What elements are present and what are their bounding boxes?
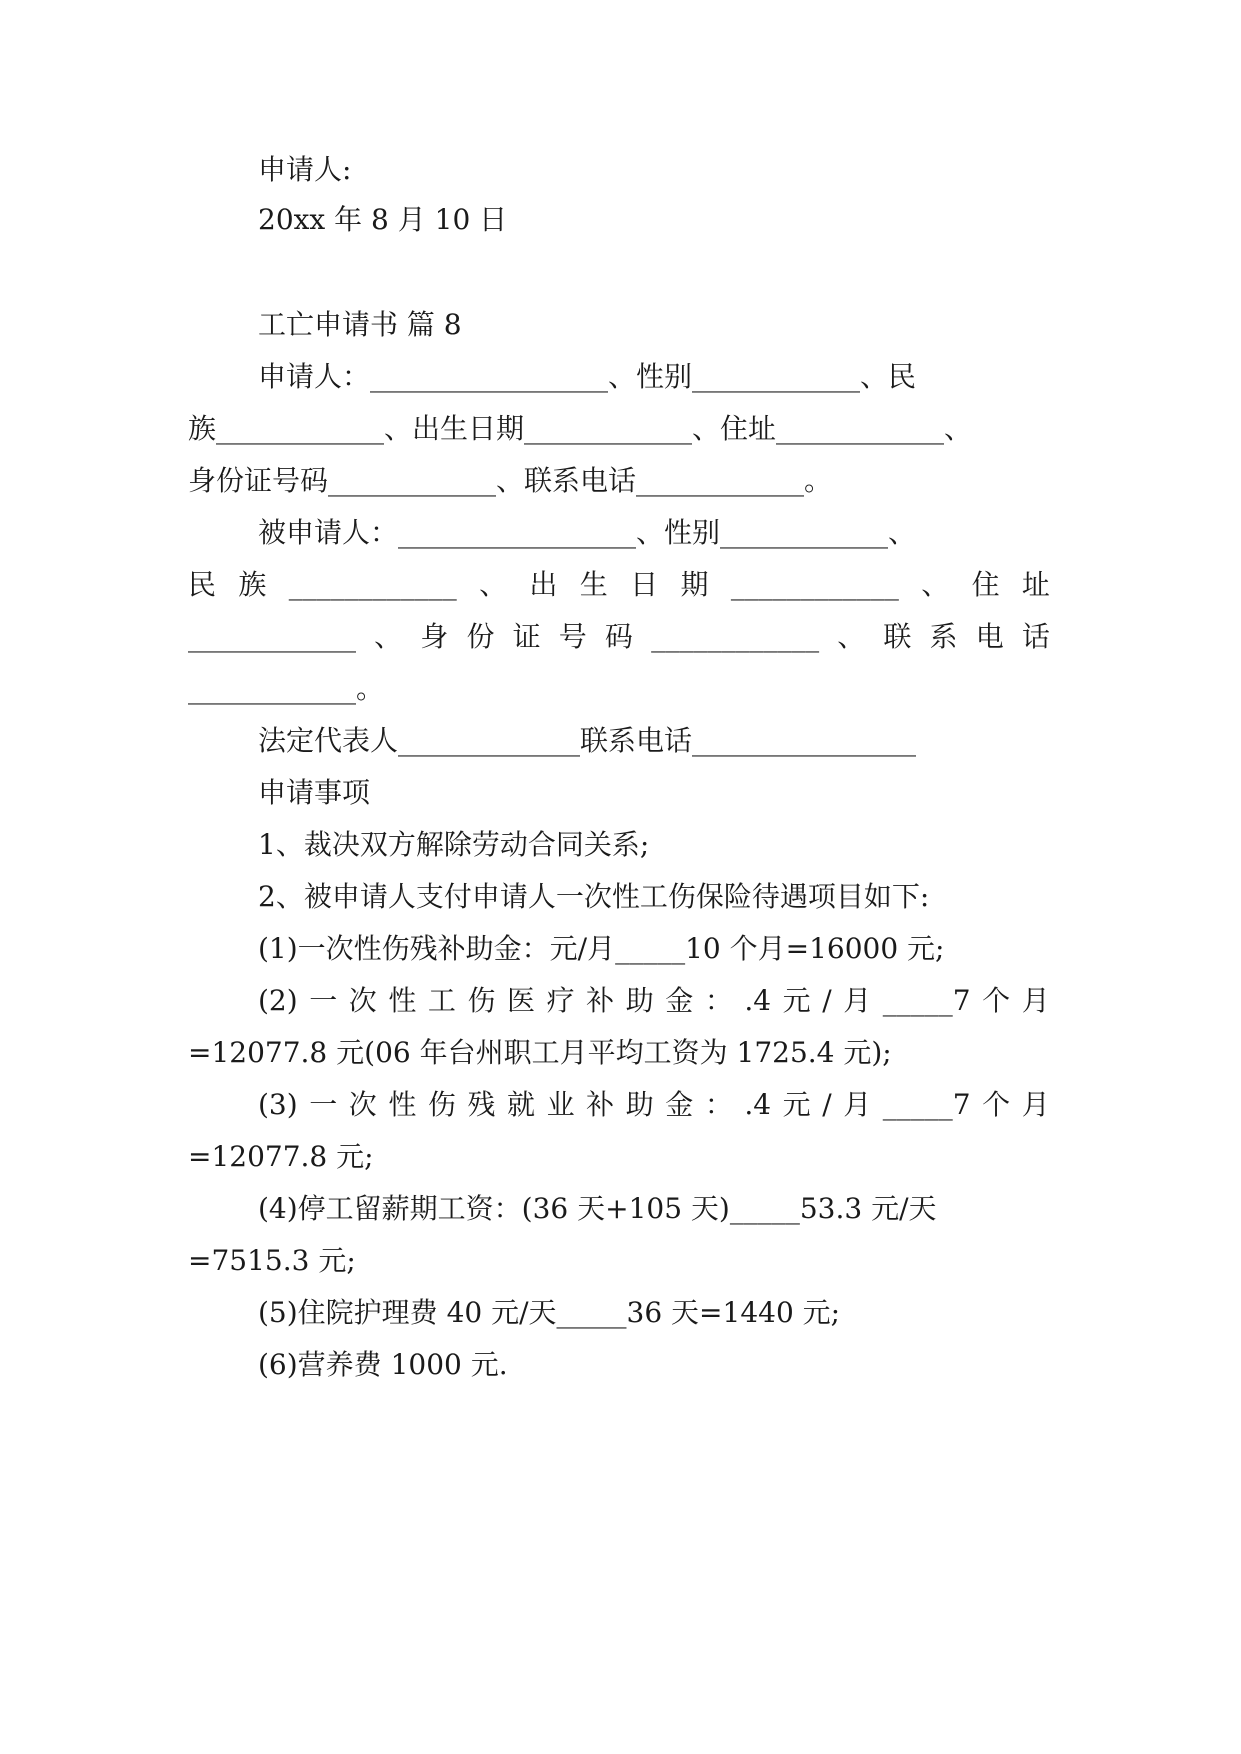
text-segment: 族	[238, 568, 267, 601]
blank-field: ____________	[651, 620, 820, 653]
text-segment: 期	[680, 568, 709, 601]
text-segment: 月	[843, 984, 872, 1017]
text-segment: 助	[625, 984, 654, 1017]
sub-item-6: (6)营养费 1000 元.	[258, 1348, 508, 1381]
text-segment: 伤	[467, 984, 496, 1017]
text-segment: (3)	[258, 1088, 298, 1121]
claim-item-2: 2、被申请人支付申请人一次性工伤保险待遇项目如下:	[258, 880, 930, 913]
applicant-line-1: 申请人：_________________、性别____________、民	[258, 360, 917, 393]
text-segment: 医	[507, 984, 536, 1017]
sub-item-3-line-2: =12077.8 元;	[188, 1140, 374, 1173]
text-segment: 址	[1021, 568, 1050, 601]
text-segment: ：	[704, 984, 733, 1017]
text-segment: 性	[388, 984, 417, 1017]
text-segment: 疗	[546, 984, 575, 1017]
text-segment: 号	[558, 620, 587, 653]
text-segment: ：	[704, 1088, 733, 1121]
applicant-line-2: 族____________、出生日期____________、住址____________、	[188, 412, 973, 445]
text-segment: 住	[971, 568, 1000, 601]
text-segment: 生	[579, 568, 608, 601]
text-segment: .4	[744, 984, 772, 1017]
text-segment: 月	[1021, 1088, 1050, 1121]
blank-field: ____________	[288, 568, 457, 601]
text-segment: 、	[479, 568, 508, 601]
text-segment: _____7	[882, 1088, 971, 1121]
text-segment: /	[822, 1088, 832, 1121]
text-segment: 次	[348, 984, 377, 1017]
legal-representative-line: 法定代表人_____________联系电话________________	[258, 724, 917, 757]
text-segment: _____7	[882, 984, 971, 1017]
sub-item-4-line-2: =7515.3 元;	[188, 1244, 356, 1277]
text-segment: 月	[1021, 984, 1050, 1017]
respondent-line-2	[188, 565, 1050, 605]
text-segment: 话	[1021, 620, 1050, 653]
respondent-line-3	[188, 617, 1050, 657]
text-segment: 元	[782, 1088, 811, 1121]
text-segment: 残	[467, 1088, 496, 1121]
text-segment: 、	[921, 568, 950, 601]
text-segment: 工	[427, 984, 456, 1017]
sub-item-2-line-2: =12077.8 元(06 年台州职工月平均工资为 1725.4 元);	[188, 1036, 892, 1069]
respondent-line-4: ____________。	[188, 672, 385, 705]
date-line: 20xx 年 8 月 10 日	[258, 203, 508, 236]
text-segment: 身	[420, 620, 449, 653]
text-segment: 日	[630, 568, 659, 601]
text-segment: 个	[982, 1088, 1011, 1121]
blank-field: ____________	[188, 620, 356, 653]
claim-item-1: 1、裁决双方解除劳动合同关系;	[258, 828, 650, 861]
text-segment: 就	[507, 1088, 536, 1121]
text-segment: 业	[546, 1088, 575, 1121]
text-segment: 月	[843, 1088, 872, 1121]
section-title: 工亡申请书 篇 8	[258, 308, 462, 341]
text-segment: 、	[374, 620, 403, 653]
sub-item-1: (1)一次性伤残补助金：元/月_____10 个月=16000 元;	[258, 932, 945, 965]
text-segment: 补	[586, 984, 615, 1017]
text-segment: 个	[982, 984, 1011, 1017]
text-segment: 、	[837, 620, 866, 653]
applicant-signature: 申请人:	[258, 153, 352, 186]
text-segment: 出	[529, 568, 558, 601]
sub-item-2-line-1	[258, 981, 1050, 1021]
text-segment: 元	[782, 984, 811, 1017]
text-segment: 民	[188, 568, 217, 601]
respondent-line-1: 被申请人：_________________、性别____________、	[258, 516, 917, 549]
text-segment: 系	[929, 620, 958, 653]
claims-heading: 申请事项	[258, 776, 371, 809]
text-segment: 补	[586, 1088, 615, 1121]
text-segment: 联	[883, 620, 912, 653]
text-segment: 证	[512, 620, 541, 653]
text-segment: .4	[744, 1088, 772, 1121]
sub-item-5: (5)住院护理费 40 元/天_____36 天=1440 元;	[258, 1296, 841, 1329]
text-segment: 一	[309, 1088, 338, 1121]
text-segment: (2)	[258, 984, 298, 1017]
sub-item-4-line-1: (4)停工留薪期工资：(36 天+105 天)_____53.3 元/天	[258, 1192, 937, 1225]
text-segment: 性	[388, 1088, 417, 1121]
text-segment: 电	[975, 620, 1004, 653]
text-segment: /	[822, 984, 832, 1017]
text-segment: 助	[625, 1088, 654, 1121]
sub-item-3-line-1	[258, 1085, 1050, 1125]
text-segment: 金	[665, 984, 694, 1017]
text-segment: 次	[348, 1088, 377, 1121]
text-segment: 伤	[427, 1088, 456, 1121]
text-segment: 金	[665, 1088, 694, 1121]
text-segment: 一	[309, 984, 338, 1017]
applicant-line-3: 身份证号码____________、联系电话____________。	[188, 464, 833, 497]
text-segment: 码	[604, 620, 633, 653]
text-segment: 份	[466, 620, 495, 653]
blank-field: ____________	[730, 568, 899, 601]
